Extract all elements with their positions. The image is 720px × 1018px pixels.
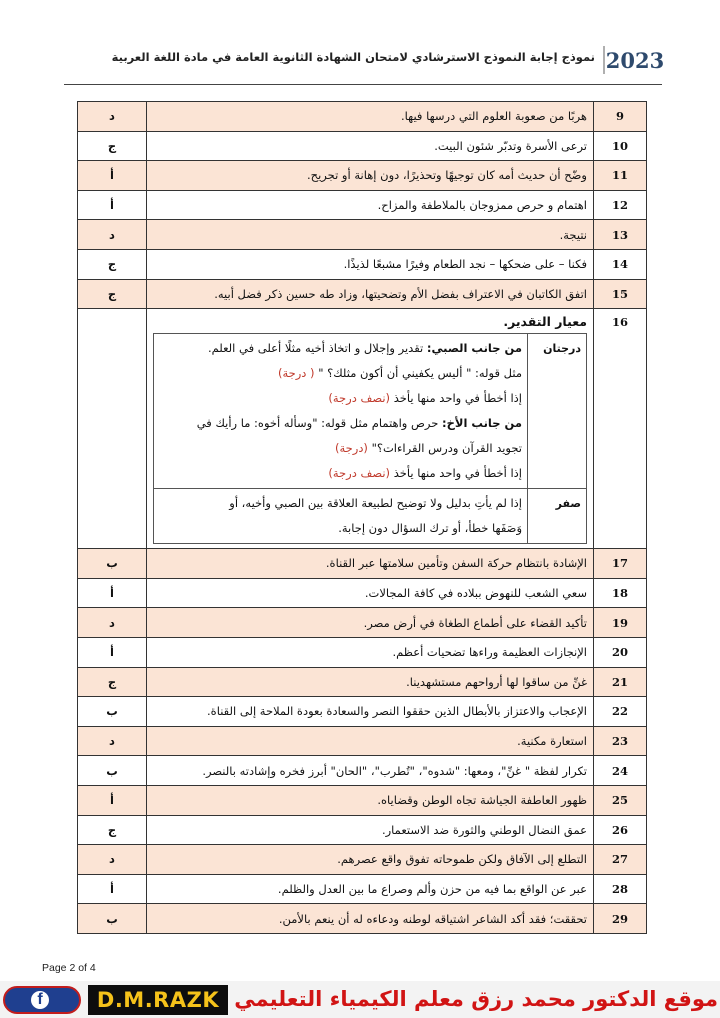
- answer-text: عمق النضال الوطني والثورة ضد الاستعمار.: [147, 815, 594, 845]
- answer-text: غنِّ من ساقوا لها أرواحهم مستشهدينا.: [147, 667, 594, 697]
- question-number: 17: [594, 549, 647, 579]
- answer-letter: أ: [78, 637, 147, 667]
- answer-row: [78, 785, 647, 815]
- answer-text: عبر عن الواقع بما فيه من حزن وألم وصراع ما بين العدل والظلم.: [147, 874, 594, 904]
- question-number: 12: [594, 190, 647, 220]
- answer-text: ظهور العاطفة الجياشة تجاه الوطن وقضاياه.: [147, 785, 594, 815]
- answer-text: ترعى الأسرة وتدبّر شئون البيت.: [147, 131, 594, 161]
- answer-letter: د: [78, 608, 147, 638]
- answer-text: نتيجة.: [147, 220, 594, 250]
- page-number: Page 2 of 4: [42, 962, 96, 974]
- criteria-line: [159, 436, 522, 461]
- question-number: 9: [594, 102, 647, 132]
- year-badge: 2023: [603, 46, 665, 74]
- answer-row: [78, 549, 647, 579]
- answer-row: [78, 190, 647, 220]
- facebook-icon[interactable]: [3, 986, 81, 1014]
- answer-row: [78, 102, 647, 132]
- question-number: 11: [594, 161, 647, 191]
- answer-letter: د: [78, 726, 147, 756]
- criteria-text: إذا أخطأ في واحد منها يأخذ: [390, 391, 522, 406]
- answer-letter: أ: [78, 578, 147, 608]
- answer-row: [78, 637, 647, 667]
- question-number: 10: [594, 131, 647, 161]
- document-title: نموذج إجابة النموذج الاسترشادي لامتحان الشهادة الثانوية العامة في مادة اللغة العربية: [111, 50, 595, 64]
- footer-banner: [0, 981, 720, 1018]
- criteria-text: حرص واهتمام مثل قوله: "وسأله أخوه: ما رأيك في: [196, 416, 443, 431]
- answer-row: [78, 697, 647, 727]
- header-divider: [64, 84, 662, 85]
- answer-rows-bottom: [78, 549, 647, 934]
- question-number: 22: [594, 697, 647, 727]
- answer-letter: ج: [78, 279, 147, 309]
- answer-text: تأكيد القضاء على أطماع الطغاة في أرض مصر.: [147, 608, 594, 638]
- criteria-line: [159, 336, 522, 361]
- question-number: 24: [594, 756, 647, 786]
- answer-text: اتفق الكاتبان في الاعتراف بفضل الأم وتضحيتها، وزاد طه حسين ذكر فضل أبيه.: [147, 279, 594, 309]
- answer-row: [78, 667, 647, 697]
- criteria-score-note: ( درجة): [277, 366, 319, 381]
- question-number: 21: [594, 667, 647, 697]
- criteria-zero-line: وَصَفَها خطأ، أو ترك السؤال دون إجابة.: [338, 521, 522, 536]
- question-number: 14: [594, 249, 647, 279]
- answer-row: [78, 578, 647, 608]
- answer-letter: أ: [78, 785, 147, 815]
- criteria-text: تقدير وإجلال و اتخاذ أخيه مثلًا أعلى في العلم.: [207, 341, 427, 356]
- answer-text: التطلع إلى الآفاق ولكن طموحاته تفوق واقع عصرهم.: [147, 845, 594, 875]
- question-16-block: [78, 309, 647, 549]
- answer-row: [78, 726, 647, 756]
- criteria-score-note: (نصف درجة): [328, 466, 391, 481]
- criteria-zero-lines: [154, 489, 528, 544]
- q16-answer-cell: [78, 309, 147, 549]
- answer-letter: ب: [78, 697, 147, 727]
- answer-row: [78, 608, 647, 638]
- question-number: 20: [594, 637, 647, 667]
- answer-rows-top: [78, 102, 647, 309]
- answer-letter: ج: [78, 815, 147, 845]
- answer-row: [78, 874, 647, 904]
- question-number: 23: [594, 726, 647, 756]
- score-full: درجتان: [528, 334, 587, 489]
- answer-row: [78, 220, 647, 250]
- answer-letter: أ: [78, 190, 147, 220]
- answer-row: [78, 161, 647, 191]
- answer-text: تكرار لفظة " غنِّ"، ومعها: "شدوه"، "تُطرب"، "الحان" أبرز فخره وإشادته بالنصر.: [147, 756, 594, 786]
- q16-content: [147, 309, 594, 549]
- criteria-label: من جانب الصبي:: [426, 341, 522, 356]
- answer-letter: ج: [78, 131, 147, 161]
- criteria-line: [159, 411, 522, 436]
- answer-row: [78, 249, 647, 279]
- answer-text: فكنا – على ضحكها – نجد الطعام وفيرًا مشبعًا لذيذًا.: [147, 249, 594, 279]
- answer-letter: أ: [78, 874, 147, 904]
- question-number: 28: [594, 874, 647, 904]
- brand-logo: D.M.RAZK: [88, 985, 228, 1015]
- answer-text: الإشادة بانتظام حركة السفن وتأمين سلامتها عبر القناة.: [147, 549, 594, 579]
- page-header: [0, 40, 720, 90]
- q16-title: معيار التقدير.: [503, 314, 587, 330]
- answer-letter: أ: [78, 161, 147, 191]
- answer-letter: ب: [78, 756, 147, 786]
- answer-row: [78, 845, 647, 875]
- question-number: 15: [594, 279, 647, 309]
- answer-letter: د: [78, 102, 147, 132]
- site-name: موقع الدكتور محمد رزق معلم الكيمياء التعليمي: [234, 987, 718, 1011]
- answer-letter: د: [78, 845, 147, 875]
- q16-number: 16: [594, 309, 647, 549]
- answer-letter: ب: [78, 549, 147, 579]
- answer-text: استعارة مكنية.: [147, 726, 594, 756]
- criteria-score-note: (درجة): [335, 441, 372, 456]
- question-number: 29: [594, 904, 647, 934]
- criteria-line: [159, 361, 522, 386]
- scoring-criteria-table: [153, 333, 587, 544]
- answer-text: وضّح أن حديث أمه كان توجيهًا وتحذيرًا، دون إهانة أو تجريح.: [147, 161, 594, 191]
- criteria-score-note: (نصف درجة): [328, 391, 391, 406]
- criteria-line: [159, 386, 522, 411]
- question-number: 26: [594, 815, 647, 845]
- question-number: 27: [594, 845, 647, 875]
- criteria-full-lines: [154, 334, 528, 489]
- answer-text: اهتمام و حرص ممزوجان بالملاطفة والمزاح.: [147, 190, 594, 220]
- answer-table: [77, 101, 647, 934]
- criteria-text: مثل قوله: " أليس يكفيني أن أكون مثلك؟ ": [318, 366, 522, 381]
- answer-letter: ج: [78, 667, 147, 697]
- answer-row: [78, 815, 647, 845]
- answer-letter: ب: [78, 904, 147, 934]
- answer-row: [78, 131, 647, 161]
- answer-text: الإنجازات العظيمة وراءها تضحيات أعظم.: [147, 637, 594, 667]
- answer-row: [78, 756, 647, 786]
- question-number: 13: [594, 220, 647, 250]
- answer-text: سعي الشعب للنهوض ببلاده في كافة المجالات.: [147, 578, 594, 608]
- criteria-text: تجويد القرآن ودرس القراءات؟": [371, 441, 522, 456]
- question-number: 19: [594, 608, 647, 638]
- facebook-f-glyph: f: [31, 991, 49, 1009]
- answer-text: الإعجاب والاعتزاز بالأبطال الذين حققوا النصر والسعادة بعودة الملاحة إلى القناة.: [147, 697, 594, 727]
- criteria-text: إذا أخطأ في واحد منها يأخذ: [390, 466, 522, 481]
- question-number: 18: [594, 578, 647, 608]
- criteria-line: [159, 461, 522, 486]
- answer-letter: د: [78, 220, 147, 250]
- score-zero: صفر: [528, 489, 587, 544]
- criteria-zero-line: إذا لم يأتِ بدليل ولا توضيح لطبيعة العلاقة بين الصبي وأخيه، أو: [229, 496, 522, 511]
- question-number: 25: [594, 785, 647, 815]
- answer-text: هربًا من صعوبة العلوم التي درسها فيها.: [147, 102, 594, 132]
- answer-text: تحققت؛ فقد أكد الشاعر اشتياقه لوطنه ودعاءه له أن ينعم بالأمن.: [147, 904, 594, 934]
- answer-letter: ج: [78, 249, 147, 279]
- criteria-label: من جانب الأخ:: [442, 416, 522, 431]
- answer-row: [78, 279, 647, 309]
- answer-row: [78, 904, 647, 934]
